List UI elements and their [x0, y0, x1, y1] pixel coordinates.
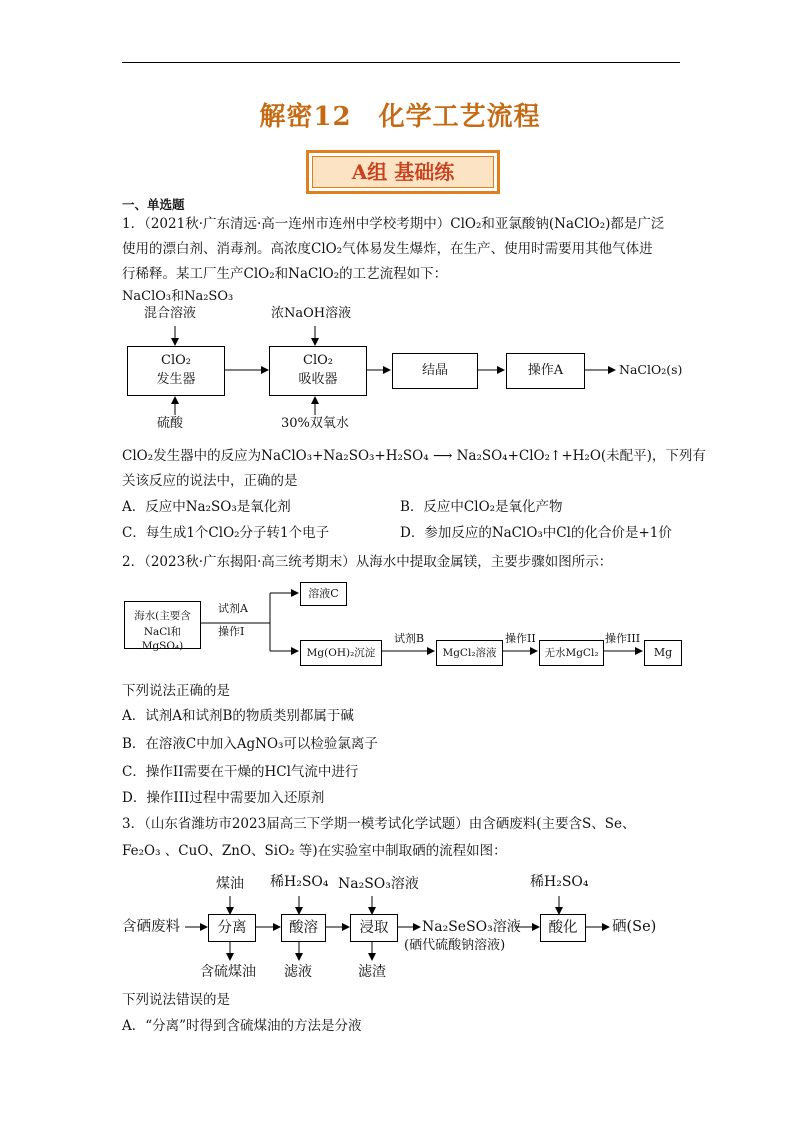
- q1-box-crystallize: 结晶: [392, 353, 478, 389]
- q1-box-absorber: [269, 346, 367, 396]
- q2-seawater-l2: NaCl和MgSO₄): [141, 626, 184, 652]
- q3-line-1: 3．（山东省潍坊市2023届高三下学期一模考试化学试题）由含硒废料(主要含S、Se、: [122, 816, 636, 832]
- q1-box-generator-l1: ClO₂: [161, 353, 191, 368]
- group-badge-label: A组 基础练: [351, 160, 455, 184]
- q3-mid-product: Na₂SeSO₃溶液: [422, 919, 521, 935]
- q3-option-a: A．“分离”时得到含硫煤油的方法是分液: [122, 1018, 362, 1034]
- q1-box-generator: [127, 346, 225, 396]
- page-title: 解密12 化学工艺流程: [259, 102, 541, 132]
- q2-option-c: C．操作II需要在干燥的HCl气流中进行: [122, 764, 359, 780]
- q1-input-bottom-2: 30%双氧水: [281, 416, 349, 431]
- q1-output: NaClO₂(s): [619, 362, 683, 377]
- q3-line-2: Fe₂O₃ 、CuO、ZnO、SiO₂ 等)在实验室中制取硒的流程如图：: [122, 843, 507, 859]
- q1-line-3: 行稀释。某工厂生产ClO₂和NaClO₂的工艺流程如下：: [122, 266, 448, 282]
- q3-out-residue: 滤渣: [358, 964, 386, 980]
- q1-option-d: D．参加反应的NaClO₃中Cl的化合价是+1价: [400, 525, 672, 541]
- q1-box-absorber-l1: ClO₂: [303, 353, 333, 368]
- q3-feed: 含硒废料: [122, 919, 180, 935]
- q1-box-operation-a: 操作A: [506, 353, 585, 389]
- q2-reagent-a: 试剂A: [218, 602, 248, 615]
- q1-input-top-1b: 混合溶液: [144, 306, 197, 321]
- q1-line-1: 1．（2021秋·广东清远·高一连州市连州中学校考期中）ClO₂和亚氯酸钠(NaClO₂)都是广泛: [122, 216, 665, 232]
- q1-box-absorber-l2: 吸收器: [298, 372, 338, 387]
- q3-out-filtrate: 滤液: [284, 964, 312, 980]
- q1-line-2: 使用的漂白剂、消毒剂。高浓度ClO₂气体易发生爆炸，在生产、使用时需要用其他气体进: [122, 241, 653, 257]
- q1-option-a: A．反应中Na₂SO₃是氧化剂: [122, 499, 291, 515]
- q1-option-b: B．反应中ClO₂是氧化产物: [400, 499, 563, 515]
- q2-stem: 2．（2023秋·广东揭阳·高三统考期末）从海水中提取金属镁，主要步骤如图所示：: [122, 554, 613, 570]
- q3-box-separate: 分离: [208, 914, 256, 942]
- q3-final: 硒(Se): [612, 919, 657, 935]
- q1-input-bottom-1: 硫酸: [157, 416, 184, 431]
- q1-option-c: C．每生成1个ClO₂分子转1个电子: [122, 525, 330, 541]
- q3-mid-product-note: (硒代硫酸钠溶液): [404, 938, 506, 953]
- q3-in-kerosene: 煤油: [216, 876, 244, 892]
- q3-in-h2so4-2: 稀H₂SO₄: [530, 874, 589, 890]
- section-label: 一、单选题: [122, 197, 185, 212]
- q3-in-na2so3: Na₂SO₃溶液: [338, 876, 419, 892]
- q3-box-acidify: 酸化: [540, 914, 586, 942]
- q1-after-line-1: ClO₂发生器中的反应为NaClO₃+Na₂SO₃+H₂SO₄ ⟶ Na₂SO₄+ClO₂↑+H₂O(未配平)，下列有: [122, 448, 706, 464]
- q2-box-mg: Mg: [644, 640, 682, 666]
- q3-box-leach: 浸取: [350, 914, 398, 942]
- q3-box-acid-dissolve: 酸溶: [281, 914, 326, 942]
- q2-op2: 操作II: [505, 632, 536, 645]
- q2-box-solution-c: 溶液C: [300, 582, 347, 606]
- q2-box-seawater: [124, 601, 201, 652]
- q2-prompt: 下列说法正确的是: [122, 683, 230, 699]
- q3-prompt: 下列说法错误的是: [122, 992, 230, 1008]
- q1-input-top-2: 浓NaOH溶液: [271, 306, 352, 321]
- q2-seawater-l1: 海水(主要含: [134, 610, 191, 622]
- q2-op1: 操作I: [218, 625, 245, 638]
- q2-box-mgoh2: Mg(OH)₂沉淀: [300, 640, 382, 666]
- q2-op3: 操作III: [605, 632, 641, 645]
- q2-option-b: B．在溶液C中加入AgNO₃可以检验氯离子: [122, 736, 378, 752]
- q3-in-h2so4-1: 稀H₂SO₄: [270, 874, 329, 890]
- q2-option-a: A．试剂A和试剂B的物质类别都属于碱: [122, 708, 354, 724]
- q2-box-mgcl2-solution: MgCl₂溶液: [436, 640, 503, 666]
- q1-after-line-2: 关该反应的说法中，正确的是: [122, 473, 298, 489]
- q1-box-generator-l2: 发生器: [156, 372, 196, 387]
- q2-reagent-b: 试剂B: [394, 632, 425, 645]
- q2-option-d: D．操作III过程中需要加入还原剂: [122, 790, 325, 806]
- q3-out-sulfur-kerosene: 含硫煤油: [200, 964, 256, 980]
- q2-box-anhydrous: 无水MgCl₂: [539, 640, 604, 666]
- q1-input-top-1a: NaClO₃和Na₂SO₃: [122, 289, 234, 304]
